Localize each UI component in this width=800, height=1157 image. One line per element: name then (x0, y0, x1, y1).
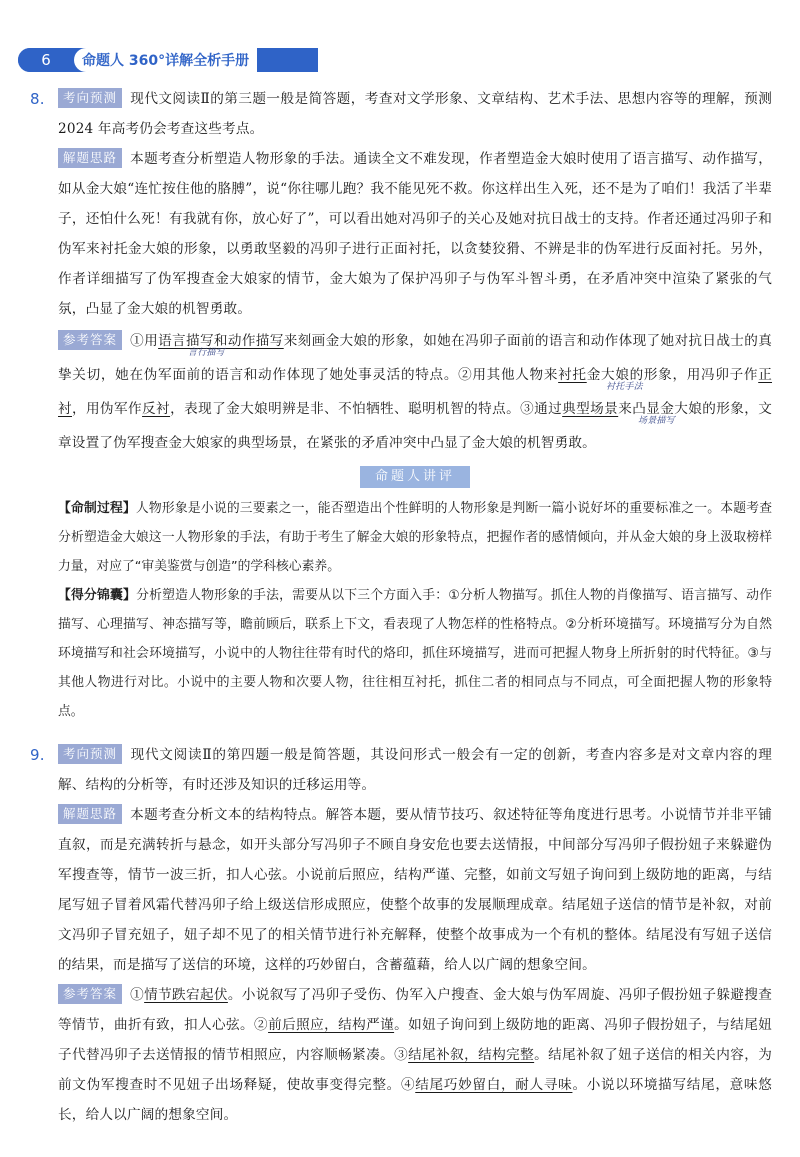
q8-tag-thinking: 解题思路 (58, 148, 122, 168)
q8-forecast (30, 84, 772, 144)
q9-answer-text: 。结尾补叙了妞子送信的相关内容，为前文伪军搜查时不见妞子出场释疑，使故事变得完整。④ (58, 1047, 772, 1093)
q9-answer-key-2: 前后照应，结构严谨 (268, 1017, 395, 1033)
q8-thinking-text: 本题考查分析塑造人物形象的手法。通读全文不难发现，作者塑造金大娘时使用了语言描写、动作描写，如从金大娘“连忙按住他的胳膊”，说“你往哪儿跑？我不能见死不救。你这样出生入死，还不是为了咱们！我活了半辈子，还怕什么死！有我就有你，放心好了”，可以看出她对冯卯子的关心及她对抗日战士的支持。作者还通过冯卯子和伪军来衬托金大娘的形象，以勇敢坚毅的冯卯子进行正面衬托，以贪婪狡猾、不辨是非的伪军进行反面衬托。另外，作者详细描写了伪军搜查金大娘家的情节，金大娘为了保护冯卯子与伪军斗智斗勇，在矛盾冲突中渲染了紧张的气氛，凸显了金大娘的机智勇敢。 (58, 151, 772, 317)
q8-answer-text: 来凸显金大娘的形象，文章设置了伪军搜查金大娘家的典型场景，在紧张的矛盾冲突中凸显了金大娘的机智勇敢。 (58, 401, 773, 451)
page-header (18, 48, 318, 72)
q9-forecast-text: 现代文阅读Ⅱ的第四题一般是简答题，其设问形式一般会有一定的创新，考查内容多是对文章内容的理解、结构的分析等，有时还涉及知识的迁移运用等。 (58, 747, 772, 793)
q9-answer-text: 。小说叙写了冯卯子受伤、伪军入户搜查、金大娘与伪军周旋、冯卯子假扮妞子躲避搜查等情节，曲折有致，扣人心弦。② (58, 987, 773, 1033)
page-number: 6 (18, 48, 74, 72)
q9-thinking-text: 本题考查分析文本的结构特点。解答本题，要从情节技巧、叙述特征等角度进行思考。小说情节并非平铺直叙，而是充满转折与悬念，如开头部分写冯卯子不顾自身安危也要去送情报，中间部分写冯卯子假扮妞子来躲避伪军搜查等，情节一波三折，扣人心弦。小说前后照应，结构严谨、完整，如前文写妞子询问到上级防地的距离，与结尾写妞子冒着风霜代替冯卯子给上级送信形成照应，使整个故事的发展顺理成章。结尾妞子送信的情节是补叙，对前文冯卯子冒充妞子，妞子却不见了的相关情节进行补充解释，使整个故事成为一个有机的整体。结尾没有写妞子送信的结果，而是描写了送信的环境，这样的巧妙留白，含蓄蕴藉，给人以广阔的想象空间。 (58, 807, 772, 973)
q8-tag-forecast: 考向预测 (58, 88, 122, 108)
q8-answer-key-3: 正衬 (58, 367, 773, 417)
q8-number: 8. (30, 90, 45, 108)
q9-answer (58, 980, 772, 1130)
q8-thinking (58, 144, 772, 324)
q9-answer-key-4: 结尾巧妙留白，耐人寻味 (415, 1077, 573, 1093)
q8-answer-key-2: 衬托 (558, 367, 587, 383)
q9-answer-text: 。如妞子询问到上级防地的距离、冯卯子假扮妞子，与结尾妞子代替冯卯子去送情报的情节相照应，内容顺畅紧凑。③ (58, 1017, 772, 1063)
q9-tag-forecast: 考向预测 (58, 744, 122, 764)
q8-answer-key-5: 典型场景 (562, 401, 619, 417)
q9-tag-thinking: 解题思路 (58, 804, 122, 824)
tips-text: 分析塑造人物形象的手法，需要从以下三个方面入手：①分析人物描写。抓住人物的肖像描写、语言描写、动作描写、心理描写、神态描写等，瞻前顾后，联系上下文，看表现了人物怎样的性格特点。②分析环境描写。环境描写分为自然环境描写和社会环境描写，小说中的人物往往带有时代的烙印，抓住环境描写，进而可把握人物身上所折射的时代特征。③与其他人物进行对比。小说中的主要人物和次要人物，往往相互衬托，抓住二者的相同点与不同点，可全面把握人物的形象特点。 (58, 588, 772, 719)
tips-title: 【得分锦囊】 (58, 588, 137, 603)
q8-annotation-scene: 场景描写 (638, 416, 675, 426)
q8-annotation-foil: 衬托手法 (606, 382, 643, 392)
q8-answer (58, 324, 772, 460)
q8-answer-text: ，用伪军作 (72, 401, 143, 417)
q8-annotation-speech: 言行描写 (188, 348, 225, 358)
q9-number: 9. (30, 746, 45, 764)
commentary-tips (58, 581, 772, 726)
q8-answer-key-1: 语言描写和动作描写 (158, 333, 284, 349)
page-content (30, 84, 773, 1130)
commentary-process (58, 494, 772, 581)
q9-answer-text: ① (130, 987, 145, 1003)
q8-answer-text: 来刻画金大娘的形象，如她在冯卯子面前的语言和动作体现了她对抗日战士的真挚关切，她在伪军面前的语言和动作体现了她处事灵活的特点。②用其他人物来 (58, 333, 772, 383)
book-title: 命题人 360°详解全析手册 (74, 48, 257, 72)
q9-answer-key-1: 情节跌宕起伏 (144, 987, 228, 1003)
q9-tag-answer: 参考答案 (58, 984, 122, 1004)
process-text: 人物形象是小说的三要素之一，能否塑造出个性鲜明的人物形象是判断一篇小说好坏的重要标准之一。本题考查分析塑造金大娘这一人物形象的手法，有助于考生了解金大娘的形象特点，把握作者的感情倾向，并从金大娘的身上汲取榜样力量，对应了“审美鉴赏与创造”的学科核心素养。 (58, 501, 773, 574)
process-title: 【命制过程】 (58, 501, 136, 516)
q8-answer-text: ①用 (130, 333, 159, 349)
q9-answer-text: 。小说以环境描写结尾，意味悠长，给人以广阔的想象空间。 (58, 1077, 772, 1123)
q9-answer-key-3: 结尾补叙，结构完整 (408, 1047, 535, 1063)
q8-answer-key-4: 反衬 (142, 401, 171, 417)
commentary-banner: 命题人讲评 (360, 466, 470, 488)
q8-answer-text: 金大娘的形象，用冯卯子作 (586, 367, 759, 383)
q8-tag-answer: 参考答案 (58, 330, 122, 350)
q8-answer-text: ，表现了金大娘明辨是非、不怕牺牲、聪明机智的特点。③通过 (170, 401, 563, 417)
q9-forecast (30, 740, 772, 800)
q9-thinking (58, 800, 772, 980)
q8-forecast-text: 现代文阅读Ⅱ的第三题一般是简答题，考查对文学形象、文章结构、艺术手法、思想内容等的理解，预测 2024 年高考仍会考查这些考点。 (58, 91, 772, 137)
